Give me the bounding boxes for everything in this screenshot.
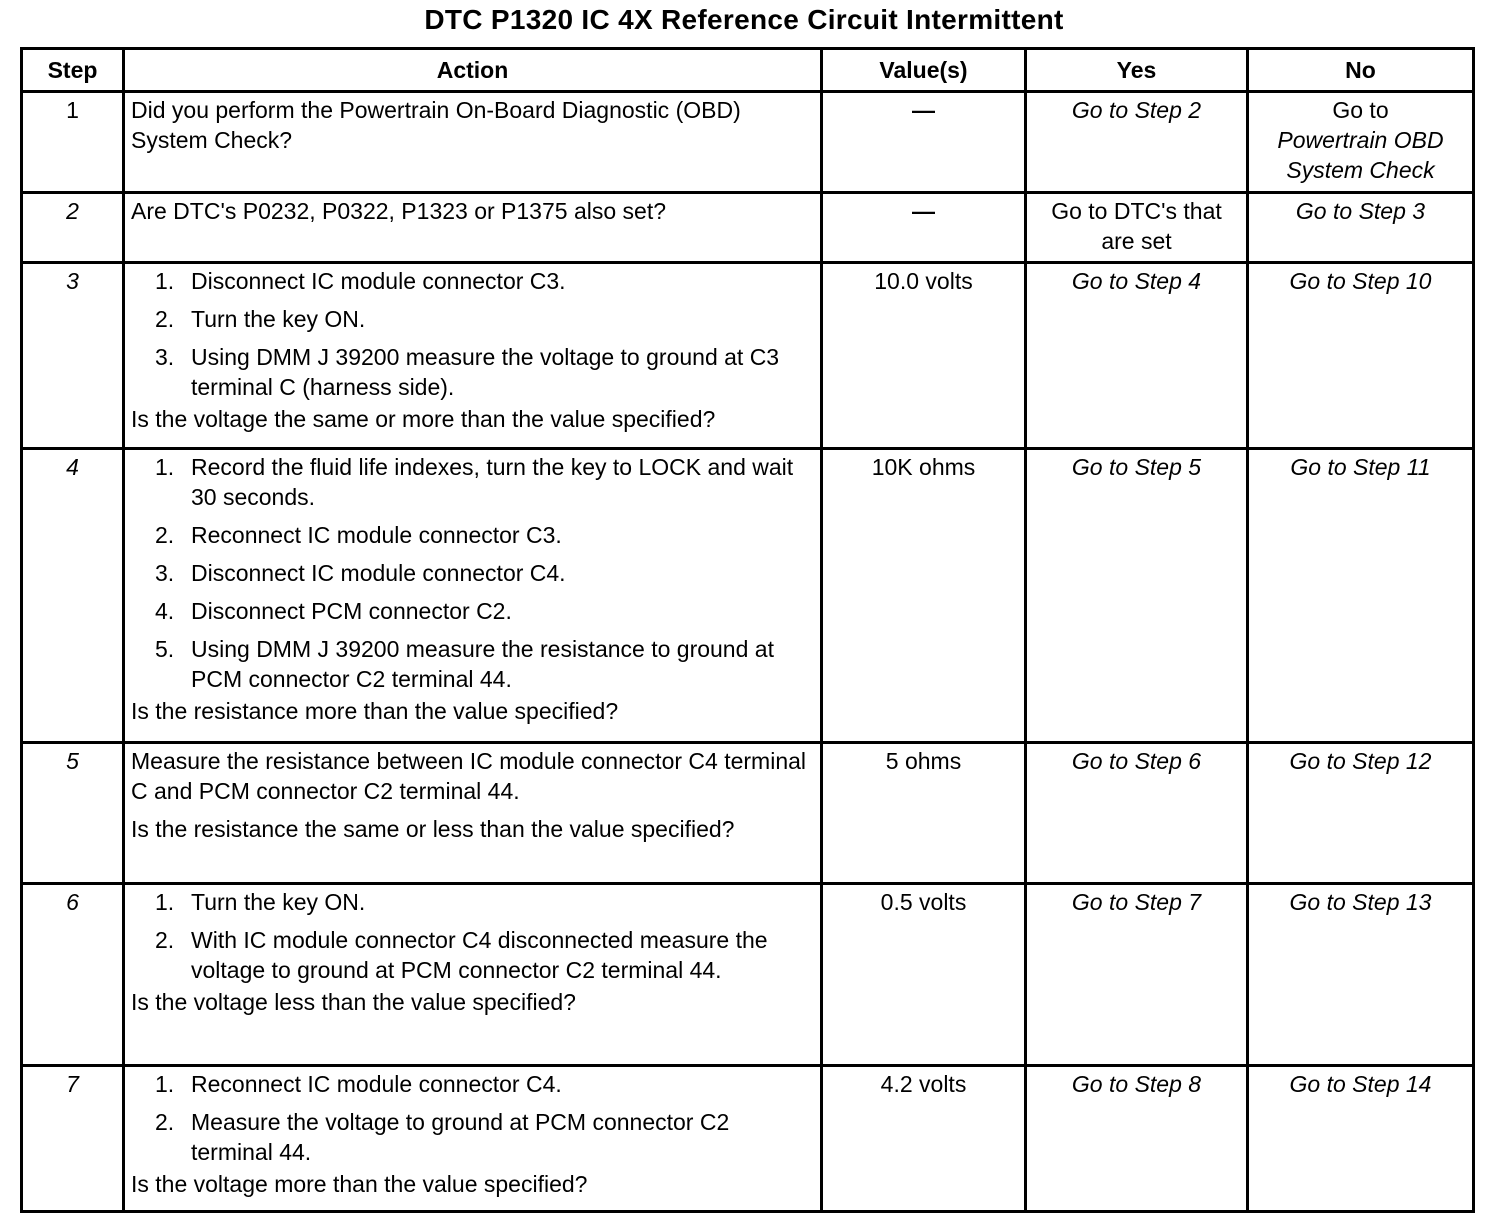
action-cell: [124, 1066, 822, 1212]
action-cell: [124, 193, 822, 263]
yes-target: Go to DTC's that are set: [1051, 198, 1222, 254]
action-steps: [131, 1069, 814, 1167]
yes-cell: Go to Step 6: [1026, 743, 1248, 884]
step-number: 5: [22, 743, 124, 884]
action-cell: [124, 884, 822, 1066]
value-cell: 10K ohms: [822, 449, 1026, 743]
action-item: 1. Record the fluid life indexes, turn the key to LOCK and wait 30 seconds.: [155, 454, 794, 510]
no-cell: Go to Step 11: [1248, 449, 1474, 743]
action-cell: [124, 449, 822, 743]
action-question: Is the voltage more than the value specified?: [131, 1171, 588, 1197]
value-cell: 0.5 volts: [822, 884, 1026, 1066]
action-cell: [124, 92, 822, 193]
action-item: 4. Disconnect PCM connector C2.: [155, 598, 512, 624]
no-cell: Go to Step 3: [1248, 193, 1474, 263]
action-question: Is the resistance more than the value specified?: [131, 698, 619, 724]
no-cell: Go to Step 10: [1248, 263, 1474, 449]
action-item: 2. Reconnect IC module connector C3.: [155, 522, 562, 548]
action-question: Are DTC's P0232, P0322, P1323 or P1375 also set?: [131, 198, 666, 224]
action-item: 1. Turn the key ON.: [155, 889, 366, 915]
no-cell: Go to Step 12: [1248, 743, 1474, 884]
action-cell: [124, 743, 822, 884]
action-item: 3. Using DMM J 39200 measure the voltage to ground at C3 terminal C (harness side).: [155, 344, 780, 400]
step-number: 1: [22, 92, 124, 193]
step-number: 7: [22, 1066, 124, 1212]
action-cell: [124, 263, 822, 449]
table-row: [22, 1066, 1474, 1212]
action-item: 2. Turn the key ON.: [155, 306, 366, 332]
action-question: Is the resistance the same or less than the value specified?: [131, 816, 735, 842]
yes-cell: Go to Step 2: [1026, 92, 1248, 193]
no-cell: Go to Step 13: [1248, 884, 1474, 1066]
yes-cell: Go to Step 5: [1026, 449, 1248, 743]
yes-cell: [1026, 193, 1248, 263]
header-action: Action: [124, 49, 822, 92]
table-row: [22, 884, 1474, 1066]
step-number: 6: [22, 884, 124, 1066]
action-instruction: Measure the resistance between IC module connector C4 terminal C and PCM connector C2 terminal 44.: [131, 748, 807, 804]
table-row: [22, 92, 1474, 193]
value-cell: —: [822, 92, 1026, 193]
no-cell: Go to Step 14: [1248, 1066, 1474, 1212]
action-question: Did you perform the Powertrain On-Board Diagnostic (OBD) System Check?: [131, 97, 741, 153]
action-item: 1. Reconnect IC module connector C4.: [155, 1071, 562, 1097]
table-row: [22, 743, 1474, 884]
value-cell: 5 ohms: [822, 743, 1026, 884]
no-cell: [1248, 92, 1474, 193]
action-item: 2. With IC module connector C4 disconnected measure the voltage to ground at PCM connector C2 terminal 44.: [155, 927, 768, 983]
page-title: DTC P1320 IC 4X Reference Circuit Intermittent: [424, 4, 1064, 35]
header-row: [22, 49, 1474, 92]
action-steps: [131, 266, 814, 402]
yes-cell: Go to Step 4: [1026, 263, 1248, 449]
action-item: 3. Disconnect IC module connector C4.: [155, 560, 566, 586]
table-row: [22, 449, 1474, 743]
step-number: 2: [22, 193, 124, 263]
action-item: 1. Disconnect IC module connector C3.: [155, 268, 566, 294]
diagnostic-table: [20, 47, 1475, 1213]
yes-cell: Go to Step 8: [1026, 1066, 1248, 1212]
value-cell: —: [822, 193, 1026, 263]
value-cell: 4.2 volts: [822, 1066, 1026, 1212]
table-row: [22, 263, 1474, 449]
action-item: 2. Measure the voltage to ground at PCM connector C2 terminal 44.: [155, 1109, 730, 1165]
action-steps: [131, 452, 814, 694]
no-goto-label: Go to: [1332, 97, 1389, 123]
header-no: No: [1248, 49, 1474, 92]
yes-cell: Go to Step 7: [1026, 884, 1248, 1066]
action-steps: [131, 887, 814, 985]
value-cell: 10.0 volts: [822, 263, 1026, 449]
header-yes: Yes: [1026, 49, 1248, 92]
step-number: 4: [22, 449, 124, 743]
action-question: Is the voltage less than the value specified?: [131, 989, 576, 1015]
action-item: 5. Using DMM J 39200 measure the resistance to ground at PCM connector C2 terminal 44.: [155, 636, 774, 692]
action-question: Is the voltage the same or more than the value specified?: [131, 406, 716, 432]
table-row: [22, 193, 1474, 263]
header-values: Value(s): [822, 49, 1026, 92]
no-target: Powertrain OBD System Check: [1277, 127, 1444, 183]
header-step: Step: [22, 49, 124, 92]
step-number: 3: [22, 263, 124, 449]
